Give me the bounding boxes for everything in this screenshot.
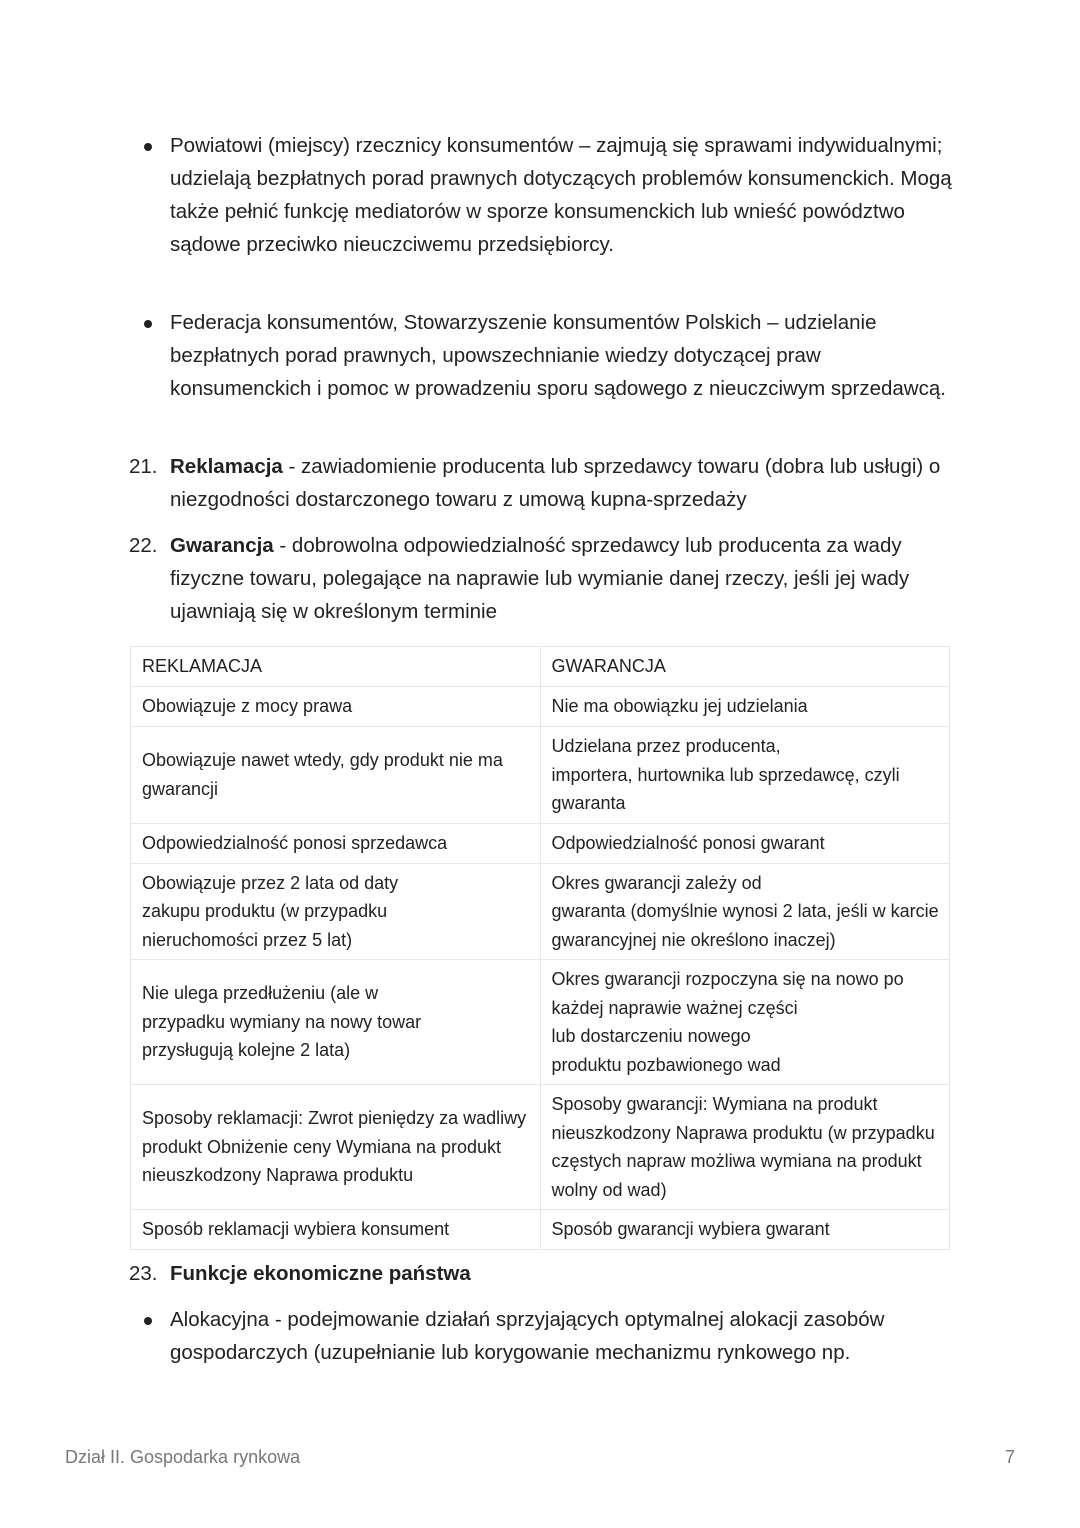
- definition-reklamacja: [170, 450, 960, 516]
- table-cell: Obowiązuje nawet wtedy, gdy produkt nie ma gwarancji: [131, 727, 541, 824]
- table-row: [131, 1085, 950, 1210]
- bullet-item-federacja: Federacja konsumentów, Stowarzyszenie konsumentów Polskich – udzielanie bezpłatnych porad prawnych, upowszechnianie wiedzy dotyczącej praw konsumenckich i pomoc w prowadzeniu sporu sądowego z nieuczciwym sprzedawcą.: [170, 311, 946, 400]
- table-row: [131, 823, 950, 863]
- table-header-cell: GWARANCJA: [540, 647, 950, 687]
- list-number: 23.: [129, 1262, 158, 1285]
- table-cell: Obowiązuje przez 2 lata od daty zakupu produktu (w przypadku nieruchomości przez 5 lat): [131, 863, 541, 960]
- footer-section-title: Dział II. Gospodarka rynkowa: [65, 1447, 301, 1467]
- term-gwarancja: Gwarancja: [170, 534, 274, 557]
- term-reklamacja: Reklamacja: [170, 455, 283, 478]
- table-row: [131, 863, 950, 960]
- definition-text: - zawiadomienie producenta lub sprzedawcy towaru (dobra lub usługi) o niezgodności dostarczonego towaru z umową kupna-sprzedaży: [170, 455, 941, 511]
- table-cell: Nie ulega przedłużeniu (ale w przypadku wymiany na nowy towar przysługują kolejne 2 lata): [131, 960, 541, 1085]
- term-funkcje: Funkcje ekonomiczne państwa: [170, 1262, 471, 1285]
- section-heading-funkcje: [170, 1257, 960, 1290]
- bullet-marker: [144, 1317, 152, 1325]
- definition-text: - dobrowolna odpowiedzialność sprzedawcy lub producenta za wady fizyczne towaru, polegające na naprawie lub wymianie danej rzeczy, jeśli jej wady ujawniają się w określonym terminie: [170, 534, 910, 623]
- bullet-marker: [144, 143, 152, 151]
- table-cell: Okres gwarancji rozpoczyna się na nowo po każdej naprawie ważnej części lub dostarczeniu nowego produktu pozbawionego wad: [540, 960, 950, 1085]
- table-cell: Nie ma obowiązku jej udzielania: [540, 687, 950, 727]
- table-cell: Sposoby reklamacji: Zwrot pieniędzy za wadliwy produkt Obniżenie ceny Wymiana na produkt nieuszkodzony Naprawa produktu: [131, 1085, 541, 1210]
- table-header-cell: REKLAMACJA: [131, 647, 541, 687]
- table-cell: Sposób gwarancji wybiera gwarant: [540, 1210, 950, 1250]
- table-cell: Obowiązuje z mocy prawa: [131, 687, 541, 727]
- table-cell: Odpowiedzialność ponosi gwarant: [540, 823, 950, 863]
- table-row: [131, 687, 950, 727]
- list-number: 21.: [129, 455, 158, 478]
- bullet-marker: [144, 320, 152, 328]
- table-header-row: [131, 647, 950, 687]
- bullet-item-alokacyjna: Alokacyjna - podejmowanie działań sprzyjających optymalnej alokacji zasobów gospodarczych (uzupełnianie lub korygowanie mechanizmu rynkowego np.: [170, 1308, 885, 1364]
- table-cell: Sposób reklamacji wybiera konsument: [131, 1210, 541, 1250]
- table-cell: Odpowiedzialność ponosi sprzedawca: [131, 823, 541, 863]
- definition-gwarancja: [170, 529, 960, 628]
- list-number: 22.: [129, 534, 158, 557]
- comparison-table: [130, 646, 950, 1250]
- table-row: [131, 1210, 950, 1250]
- table-cell: Okres gwarancji zależy od gwaranta (domyślnie wynosi 2 lata, jeśli w karcie gwarancyjnej nie określono inaczej): [540, 863, 950, 960]
- table-cell: Udzielana przez producenta, importera, hurtownika lub sprzedawcę, czyli gwaranta: [540, 727, 950, 824]
- table-row: [131, 960, 950, 1085]
- footer-page-number: 7: [1004, 1447, 1015, 1467]
- table-row: [131, 727, 950, 824]
- bullet-item-rzecznicy: Powiatowi (miejscy) rzecznicy konsumentów – zajmują się sprawami indywidualnymi; udzielają bezpłatnych porad prawnych dotyczących problemów konsumenckich. Mogą także pełnić funkcję mediatorów w sporze konsumenckich lub wnieść powództwo sądowe przeciwko nieuczciwemu przedsiębiorcy.: [170, 134, 952, 256]
- table-cell: Sposoby gwarancji: Wymiana na produkt nieuszkodzony Naprawa produktu (w przypadku częstych napraw możliwa wymiana na produkt wolny od wad): [540, 1085, 950, 1210]
